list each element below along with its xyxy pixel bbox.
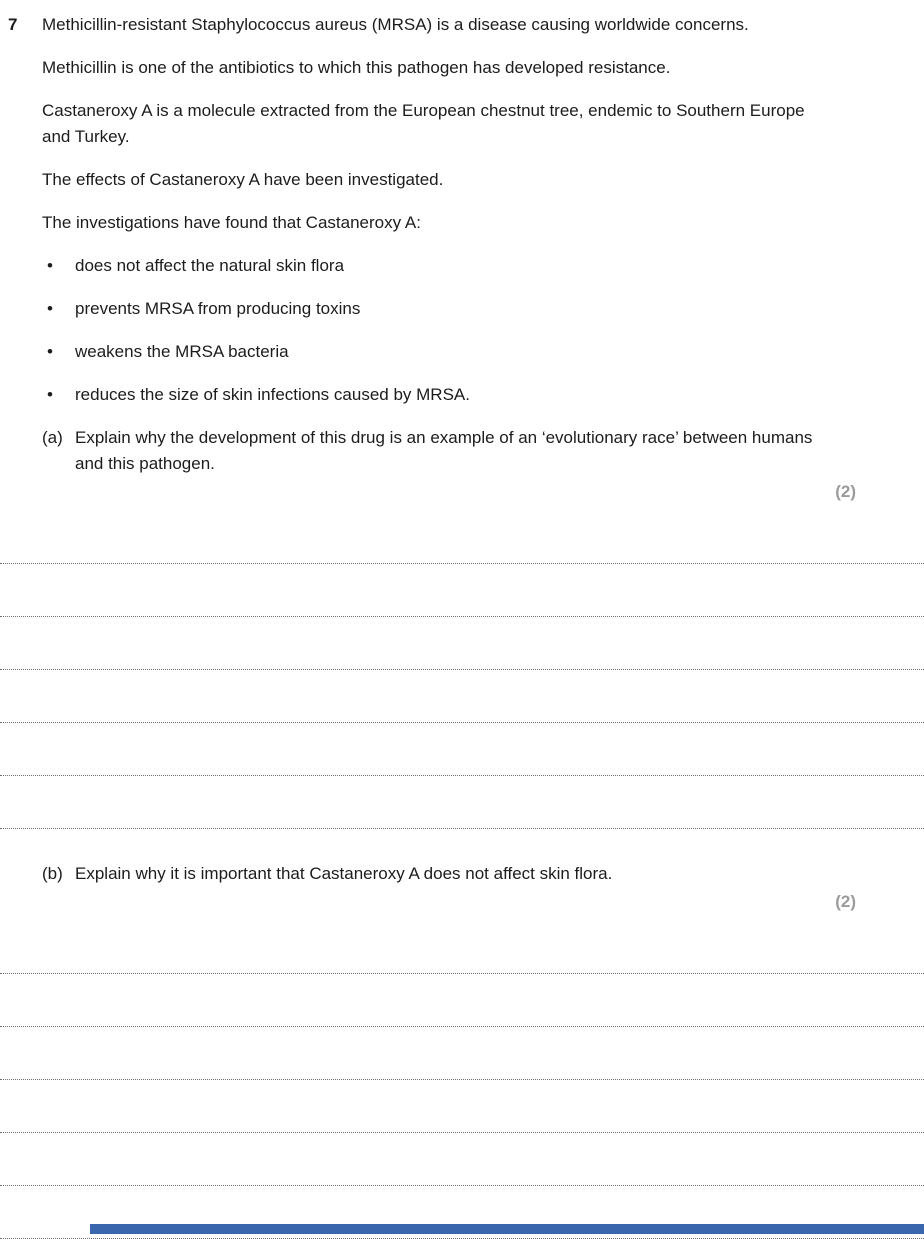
bullet-item [42, 382, 834, 408]
answer-line [0, 670, 924, 723]
question-part-a [42, 425, 834, 477]
marks-badge: (2) [835, 892, 856, 911]
bullet-text: reduces the size of skin infections caused by MRSA. [75, 385, 470, 404]
part-text: Explain why the development of this drug is an example of an ‘evolutionary race’ between humans and this pathogen. [75, 428, 813, 473]
intro-paragraph: The effects of Castaneroxy A have been investigated. [42, 170, 444, 189]
bullet-item [42, 296, 834, 322]
answer-line [0, 511, 924, 564]
bullet-icon: • [47, 385, 53, 404]
intro-paragraph: The investigations have found that Castaneroxy A: [42, 213, 421, 232]
question-part-b-wrap [42, 861, 834, 887]
bullet-text: does not affect the natural skin flora [75, 256, 345, 275]
bullet-icon: • [47, 256, 53, 275]
question-number: 7 [8, 15, 18, 34]
bullet-icon: • [47, 299, 53, 318]
bullet-text: prevents MRSA from producing toxins [75, 299, 361, 318]
bullet-text: weakens the MRSA bacteria [75, 342, 289, 361]
answer-line [0, 564, 924, 617]
intro-paragraph: Methicillin-resistant Staphylococcus aureus (MRSA) is a disease causing worldwide concerns. [42, 15, 749, 34]
question-content [42, 12, 834, 477]
part-text: Explain why it is important that Castaneroxy A does not affect skin flora. [75, 864, 613, 883]
part-label: (b) [42, 864, 63, 883]
answer-lines-part-a [0, 511, 924, 829]
part-label: (a) [42, 428, 63, 447]
question-part-b [42, 861, 834, 887]
answer-line [0, 1133, 924, 1186]
footer-bar [90, 1224, 924, 1234]
answer-line [0, 974, 924, 1027]
bullet-item [42, 253, 834, 279]
answer-line [0, 617, 924, 670]
answer-line [0, 1027, 924, 1080]
answer-line [0, 776, 924, 829]
answer-line [0, 1080, 924, 1133]
bullet-item [42, 339, 834, 365]
answer-line [0, 921, 924, 974]
intro-paragraph: Castaneroxy A is a molecule extracted from the European chestnut tree, endemic to Southern Europe and Turkey. [42, 101, 805, 146]
intro-paragraph: Methicillin is one of the antibiotics to which this pathogen has developed resistance. [42, 58, 671, 77]
bullet-icon: • [47, 342, 53, 361]
answer-lines-part-b [0, 921, 924, 1239]
answer-line [0, 723, 924, 776]
marks-badge: (2) [835, 482, 856, 501]
